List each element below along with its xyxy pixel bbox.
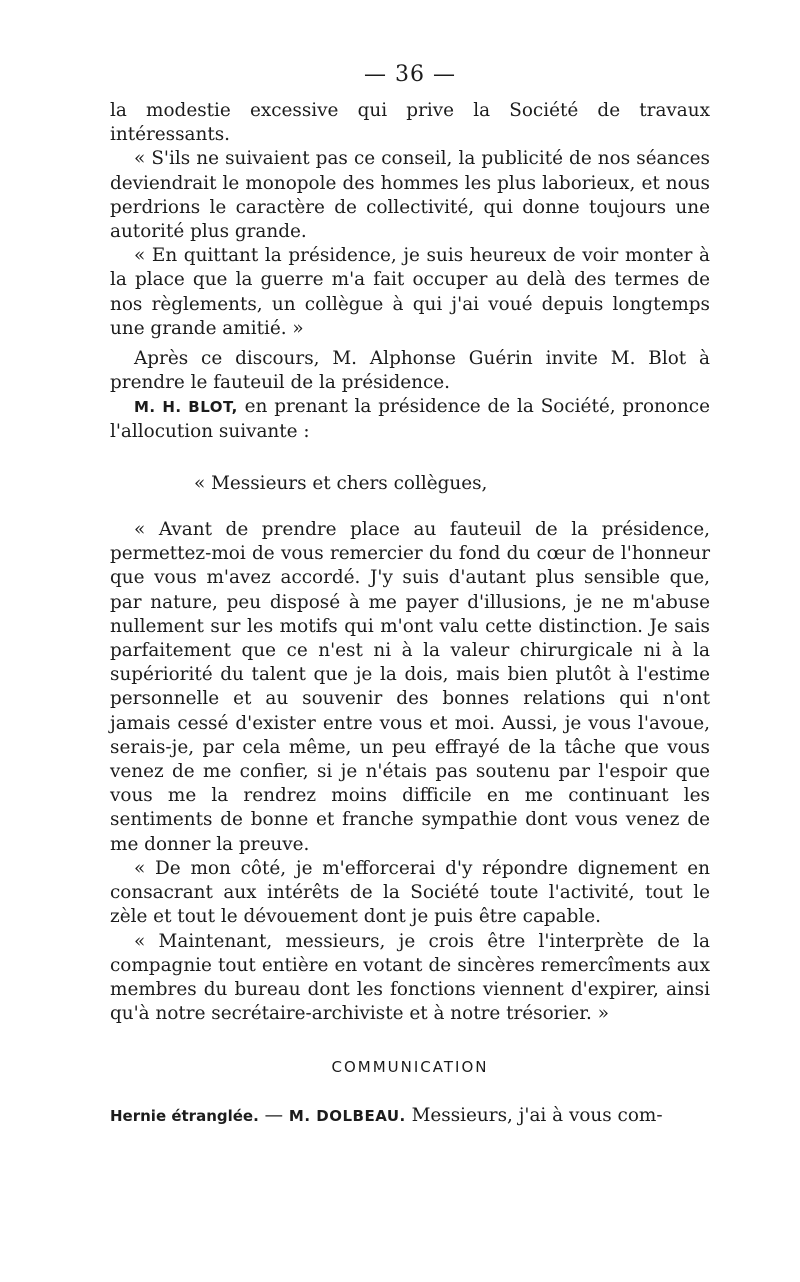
page-number: — 36 — xyxy=(364,62,456,87)
paragraph-2: « S'ils ne suivaient pas ce conseil, la publicité de nos séances deviendrait le monopole des hommes les plus laborieux, et nous perdrions le caractère de collectivité, qui donne toujours une autorité plus grande. xyxy=(110,148,710,243)
salutation: « Messieurs et chers collègues, xyxy=(194,472,488,494)
paragraph-5 xyxy=(110,395,710,443)
speaker-dolbeau: M. DOLBEAU. xyxy=(288,1107,406,1126)
paragraph-last-text: Messieurs, j'ai à vous com- xyxy=(405,1105,663,1127)
paragraph-4: Après ce discours, M. Alphonse Guérin invite M. Blot à prendre le fauteuil de la présidence. xyxy=(110,348,710,394)
paragraph-8: « Maintenant, messieurs, je crois être l'interprète de la compagnie tout entière en votant de sincères remercîments aux membres du bureau dont les fonctions viennent d'expirer, ainsi qu'à notre secrétaire-archiviste et à notre trésorier. » xyxy=(110,930,710,1025)
paragraph-6: « Avant de prendre place au fauteuil de la présidence, permettez-moi de vous remercier du fond du cœur de l'honneur que vous m'avez accordé. J'y suis d'autant plus sensible que, par nature, peu disposé à me payer d'illusions, je ne m'abuse nullement sur les motifs qui m'ont valu cette distinction. Je sais parfaitement que ce n'est ni à la valeur chirurgicale ni à la supériorité du talent que je la dois, mais bien plutôt à l'estime personnelle et au souvenir des bonnes relations qui n'ont jamais cessé d'exister entre vous et moi. Aussi, je vous l'avoue, serais-je, par cela même, un peu effrayé de la tâche que vous venez de me confier, si je n'étais pas soutenu par l'espoir que vous me la rendrez moins difficile en me continuant les sentiments de bonne et franche sympathie dont vous venez de me donner la preuve. xyxy=(110,519,710,855)
communication-title: Hernie étranglée. xyxy=(110,1107,259,1126)
paragraph-3: « En quittant la présidence, je suis heureux de voir monter à la place que la guerre m'a fait occuper au delà des termes de nos règlements, un collègue à qui j'ai voué depuis longtemps une grande amitié. » xyxy=(110,245,710,339)
title-dash: — xyxy=(258,1105,289,1127)
document-page xyxy=(110,62,710,1129)
speaker-blot: M. H. BLOT, xyxy=(134,398,238,417)
paragraph-7: « De mon côté, je m'efforcerai d'y répondre dignement en consacrant aux intérêts de la Société toute l'activité, tout le zèle et tout le dévouement dont je puis être capable. xyxy=(110,857,710,928)
paragraph-5-text: en prenant la présidence de la Société, prononce l'allocution suivante : xyxy=(110,396,710,442)
paragraph-1: la modestie excessive qui prive la Société de travaux intéressants. xyxy=(110,100,710,146)
section-title: COMMUNICATION xyxy=(331,1058,489,1077)
paragraph-last xyxy=(110,1104,710,1128)
